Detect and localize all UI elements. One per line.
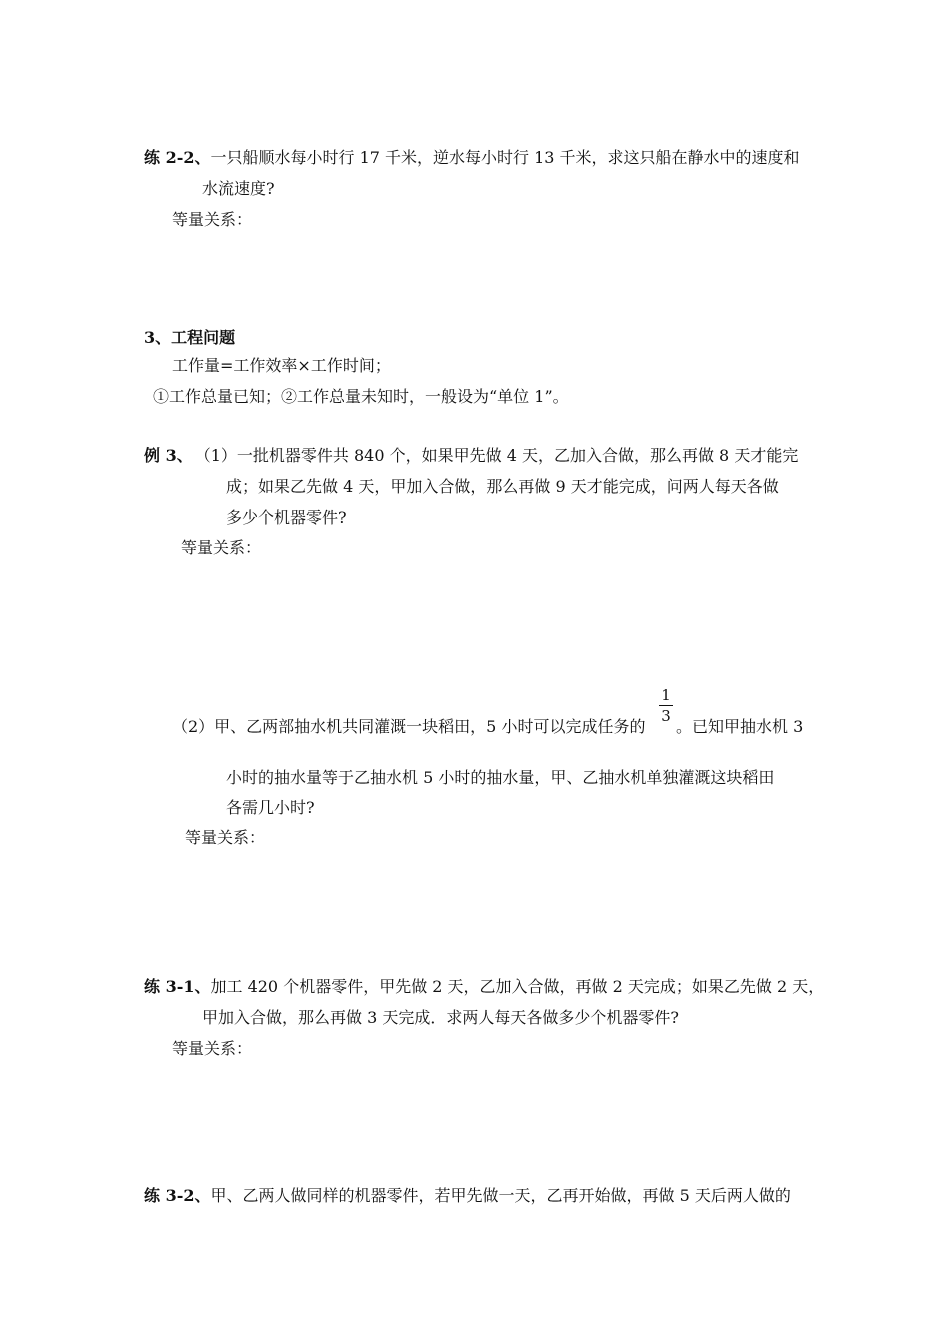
practice-3-2 bbox=[144, 1185, 791, 1207]
example-3-part1 bbox=[144, 445, 798, 467]
example-3-part2-line1a: （2）甲、乙两部抽水机共同灌溉一块稻田，5 小时可以完成任务的 bbox=[172, 717, 646, 736]
practice-3-1-relation: 等量关系： bbox=[172, 1039, 253, 1058]
practice-3-1 bbox=[144, 976, 824, 998]
fraction-numerator: 1 bbox=[661, 686, 671, 704]
practice-2-2-relation: 等量关系： bbox=[172, 210, 253, 229]
fraction-one-third bbox=[659, 686, 673, 725]
example-3-part1-line3: 多少个机器零件? bbox=[226, 508, 347, 527]
practice-2-2 bbox=[144, 147, 800, 169]
example-3-part2-line1b: 。已知甲抽水机 3 bbox=[676, 717, 804, 736]
example-3-part2-line3: 各需几小时? bbox=[226, 798, 315, 817]
example-3-relation2: 等量关系： bbox=[185, 828, 266, 847]
section-3-formula: 工作量=工作效率×工作时间； bbox=[172, 356, 391, 375]
example-3-part1-line1: （1）一批机器零件共 840 个，如果甲先做 4 天，乙加入合做，那么再做 8 天才能完 bbox=[202, 446, 799, 465]
practice-3-2-line1: 甲、乙两人做同样的机器零件，若甲先做一天，乙再开始做，再做 5 天后两人做的 bbox=[210, 1186, 791, 1205]
example-3-relation1: 等量关系： bbox=[181, 538, 262, 557]
fraction-bar bbox=[659, 705, 673, 706]
practice-3-1-line2: 甲加入合做，那么再做 3 天完成．求两人每天各做多少个机器零件? bbox=[202, 1008, 679, 1027]
section-3-note: ①工作总量已知；②工作总量未知时，一般设为“单位 1”。 bbox=[153, 387, 569, 406]
practice-3-1-label: 练 3-1、 bbox=[144, 977, 211, 996]
example-3-label: 例 3、 bbox=[144, 446, 193, 465]
practice-2-2-line2: 水流速度? bbox=[202, 179, 275, 198]
practice-3-1-line1: 加工 420 个机器零件，甲先做 2 天，乙加入合做，再做 2 天完成；如果乙先做 2 天， bbox=[210, 977, 825, 996]
fraction-denominator: 3 bbox=[661, 707, 671, 725]
example-3-part1-line2: 成；如果乙先做 4 天，甲加入合做，那么再做 9 天才能完成，问两人每天各做 bbox=[226, 477, 779, 496]
example-3-part2-line2: 小时的抽水量等于乙抽水机 5 小时的抽水量，甲、乙抽水机单独灌溉这块稻田 bbox=[226, 768, 775, 787]
section-3-heading: 3、工程问题 bbox=[144, 328, 236, 347]
practice-2-2-line1: 一只船顺水每小时行 17 千米，逆水每小时行 13 千米，求这只船在静水中的速度和 bbox=[210, 148, 800, 167]
practice-3-2-label: 练 3-2、 bbox=[144, 1186, 211, 1205]
practice-2-2-label: 练 2-2、 bbox=[144, 148, 211, 167]
